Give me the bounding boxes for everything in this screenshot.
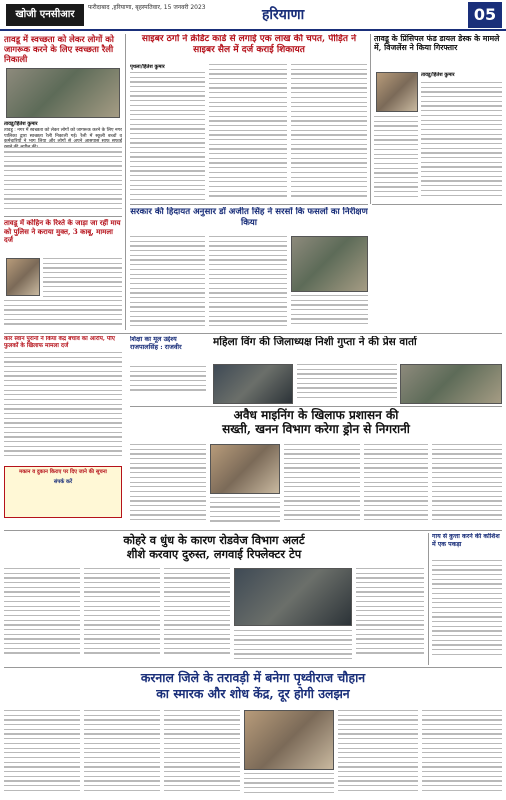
text-lines [432,444,502,528]
divider [4,333,502,334]
text-lines [130,236,205,330]
text-lines [356,568,424,664]
press-conference-photo [213,364,293,404]
field-inspection-photo [291,236,368,292]
headline: महिला विंग की जिलाध्यक्ष निशी गुप्ता ने की प्रेस वार्ता [213,336,417,348]
article-literacy [130,336,206,364]
text-lines [209,236,287,330]
mining-officer-photo [210,444,280,494]
text-lines [364,444,428,528]
text-lines [374,116,418,202]
text-lines [130,444,206,528]
headline: कार स्वान पुरानों ने किया केंद्र बचाव का आरोप, पीए फुलकों के खिलाफ मामला दर्ज [4,336,115,349]
article-mahila [213,336,502,362]
headline: तावडू में स्वच्छता को लेकर लोगों को जागरूक करने के लिए स्वच्छता रैली निकाली [4,34,114,64]
byline: पृथला/हितेश कुमार [130,64,165,70]
text-lines [84,568,160,664]
portrait-photo [6,258,40,296]
headline-line-1: करनाल जिले के तरावड़ी में बनेगा पृथ्वीराज चौहान [140,670,366,685]
newspaper-logo: खोजी एनसीआर [6,4,84,26]
headline-line-2: शीशे करवाए दुरुस्त, लगवाई रिफ्लेक्टर टेप [126,547,302,561]
section-title: हरियाणा [262,7,305,23]
meeting-photo [400,364,502,404]
text-lines [234,630,352,664]
divider [4,216,122,217]
text-lines [4,710,80,796]
rally-photo [6,68,120,118]
article-cyber [130,34,368,62]
article-cow [432,533,502,557]
headline: शिक्षा का मूल उद्देश्य राजपालसिंह : राजवीर [130,336,182,351]
column-divider [428,533,429,665]
article-fog [4,533,424,565]
text-lines [338,710,418,796]
text-lines [130,366,206,396]
text-lines [130,72,205,202]
divider [130,406,502,407]
text-lines [291,295,368,330]
text-lines [4,300,122,330]
principal-photo [376,72,418,112]
byline: तावडू/हितेश कुमार [421,72,455,78]
divider [4,530,502,531]
headline: तावडू के प्रिंसिपल फंड डायल डेस्क के मामले में, विजलेंस ने किया गिरफ्तार [374,34,500,53]
article-mustard [130,207,368,231]
column-divider [370,34,371,204]
article-sahir [4,219,122,259]
text-lines [422,710,502,796]
masthead-rule [0,29,506,31]
masthead [0,0,506,30]
text-lines [4,568,80,664]
headline-line-2: का स्मारक और शोध केंद्र, दूर होगी उलझन [156,685,350,701]
byline: तावडू/हितेश कुमार [4,121,38,127]
memorial-meeting-photo [244,710,334,770]
body-text: तावडू : नगर में स्वच्छता को लेकर लोगों को जागरूक करने के लिए नगर पालिका द्वारा स्वच्छता रैली निकाली गई। रैली में स्कूली बच्चों व [4,128,122,139]
cyber-byline [130,64,205,72]
text-lines [284,444,360,528]
divider [372,204,502,205]
headline: गाय से कुत्ता करने की कोशिश में एक पकड़ा [432,533,500,548]
column-divider [125,34,126,330]
divider [130,204,368,205]
text-lines [84,710,160,796]
text-lines [164,710,240,796]
headline: सरकार की हिदायत अनुसार डॉ अजीत सिंह ने सरसों कि फसलों का निरीक्षण किया [130,207,368,228]
advert-line: मकान व दुकान किराए पर दिए जाने की सूचना [19,469,107,475]
headline: साइबर ठगों ने क्रेडिट कार्ड से लगाई एक लाख की चपत, पीड़ित ने साइबर सैल में दर्ज कराई शिकायत [141,34,357,55]
advert-contact: संपर्क करें [53,479,73,486]
roadways-bus-photo [234,568,352,626]
text-lines [244,773,334,796]
headline-line-1: अवैध माइनिंग के खिलाफ प्रशासन की [233,408,399,422]
headline-line-1: कोहरे व धुंध के कारण रोडवेज विभाग अलर्ट [123,533,305,547]
page-number: 05 [468,2,502,28]
principal-byline [421,72,502,80]
text-lines [421,82,502,202]
date-line: फरीदाबाद ,हरियाणा, बृहस्पतिवार, 15 जनवरी 2023 [88,4,206,11]
text-lines [432,560,502,664]
text-lines [210,497,280,527]
divider [4,667,502,668]
text-lines [164,568,230,664]
text-lines [297,364,397,404]
article-prithviraj [4,670,502,706]
text-lines [209,64,287,202]
headline: तावडू में कोहिन के रिश्ते के जाड़ा जा रहीं माय को पुलिस ने कराया मुक्त, 3 काबू, मामला दर्ज [4,219,121,245]
text-lines [291,64,367,202]
article-principal [374,34,502,70]
article-mining [130,408,502,440]
text-lines [4,352,122,462]
notice-advert [4,466,122,518]
headline-line-2: सख्ती, खनन विभाग करेगा ड्रोन से निगरानी [222,422,410,436]
text-lines [4,142,122,212]
